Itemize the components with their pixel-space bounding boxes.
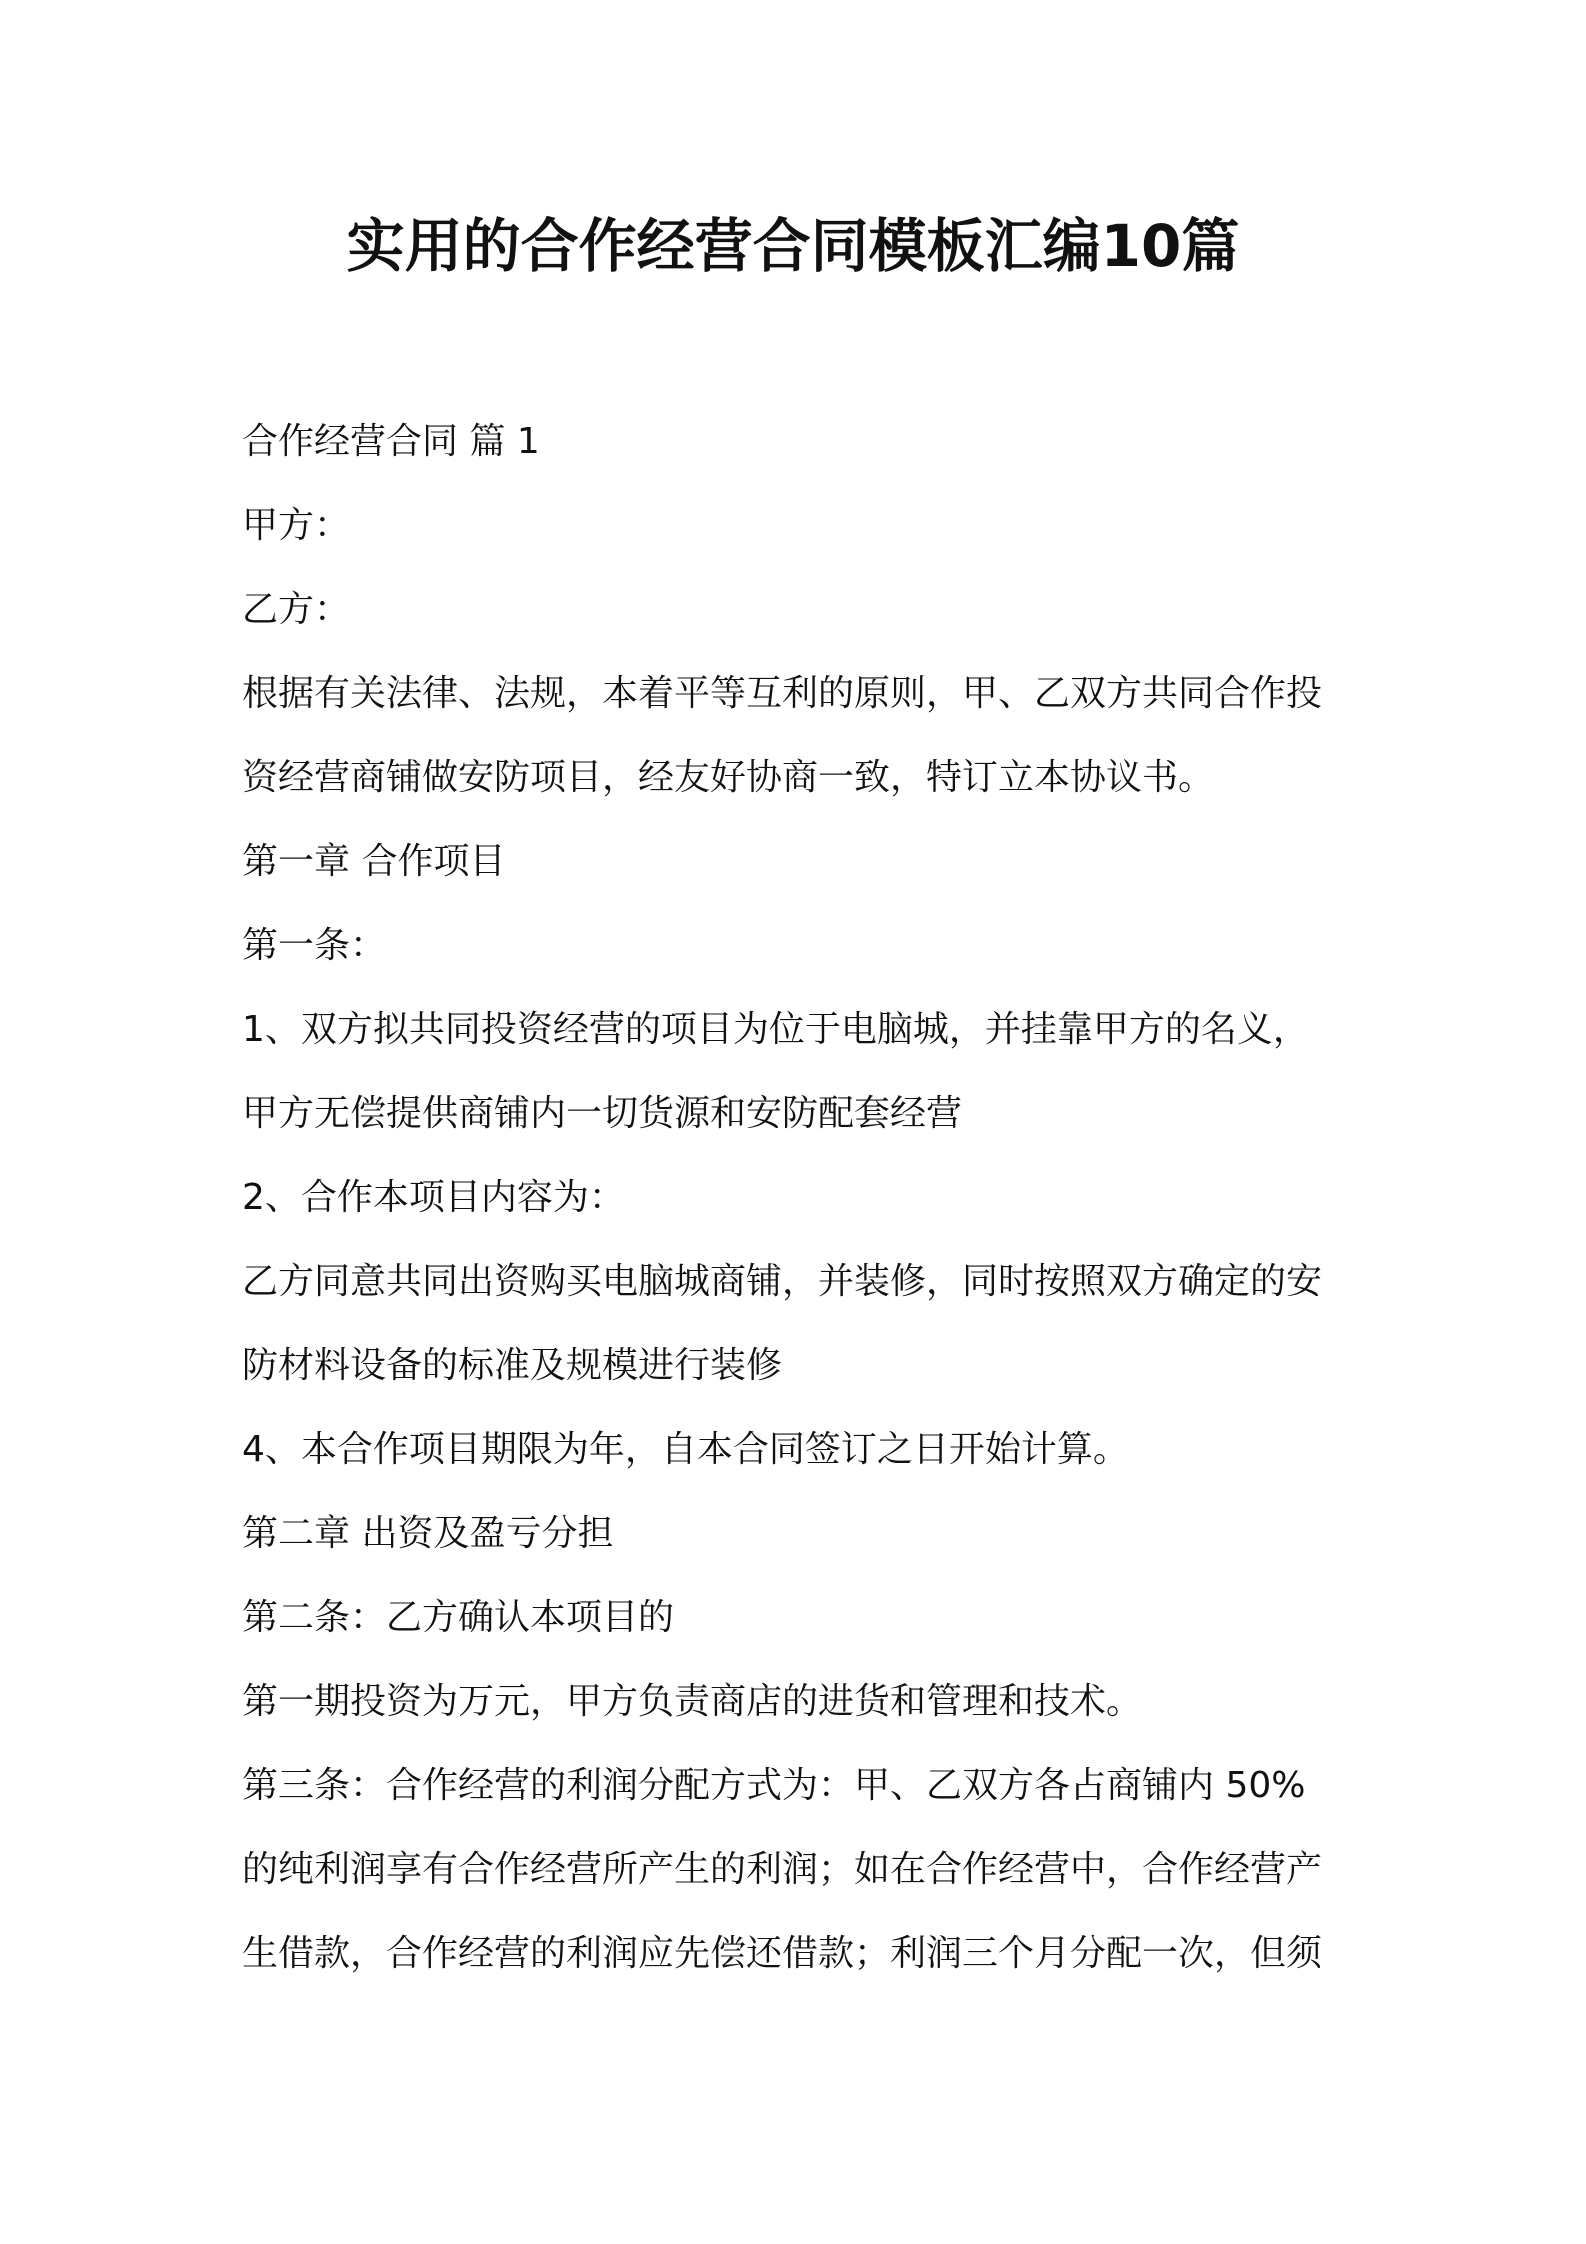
text-line: 生借款，合作经营的利润应先偿还借款；利润三个月分配一次，但须 bbox=[242, 1933, 1323, 1974]
text-line: 甲方： bbox=[242, 505, 351, 546]
text-line: 第一期投资为万元，甲方负责商店的进货和管理和技术。 bbox=[242, 1681, 1143, 1722]
text-line: 甲方无偿提供商铺内一切货源和安防配套经营 bbox=[242, 1093, 963, 1134]
text-line: 根据有关法律、法规，本着平等互利的原则，甲、乙双方共同合作投 bbox=[242, 673, 1323, 714]
text-line: 2、合作本项目内容为： bbox=[242, 1177, 625, 1218]
text-line: 乙方同意共同出资购买电脑城商铺，并装修，同时按照双方确定的安 bbox=[242, 1261, 1323, 1302]
text-line: 第三条：合作经营的利润分配方式为：甲、乙双方各占商铺内 50% bbox=[242, 1765, 1306, 1806]
text-line: 第一条： bbox=[242, 925, 387, 966]
text-line: 1、双方拟共同投资经营的项目为位于电脑城，并挂靠甲方的名义， bbox=[242, 1009, 1309, 1050]
text-line: 的纯利润享有合作经营所产生的利润；如在合作经营中，合作经营产 bbox=[242, 1849, 1323, 1890]
text-line: 第一章 合作项目 bbox=[242, 841, 506, 882]
document-body bbox=[242, 400, 1362, 1996]
text-line: 乙方： bbox=[242, 589, 351, 630]
text-line: 资经营商铺做安防项目，经友好协商一致，特订立本协议书。 bbox=[242, 757, 1215, 798]
text-line: 4、本合作项目期限为年，自本合同签订之日开始计算。 bbox=[242, 1429, 1129, 1470]
text-line: 第二条：乙方确认本项目的 bbox=[242, 1597, 675, 1638]
text-line: 合作经营合同 篇 1 bbox=[242, 421, 540, 462]
text-line: 防材料设备的标准及规模进行装修 bbox=[242, 1345, 783, 1386]
document-title: 实用的合作经营合同模板汇编10篇 bbox=[346, 212, 1240, 280]
text-line: 第二章 出资及盈亏分担 bbox=[242, 1513, 614, 1554]
